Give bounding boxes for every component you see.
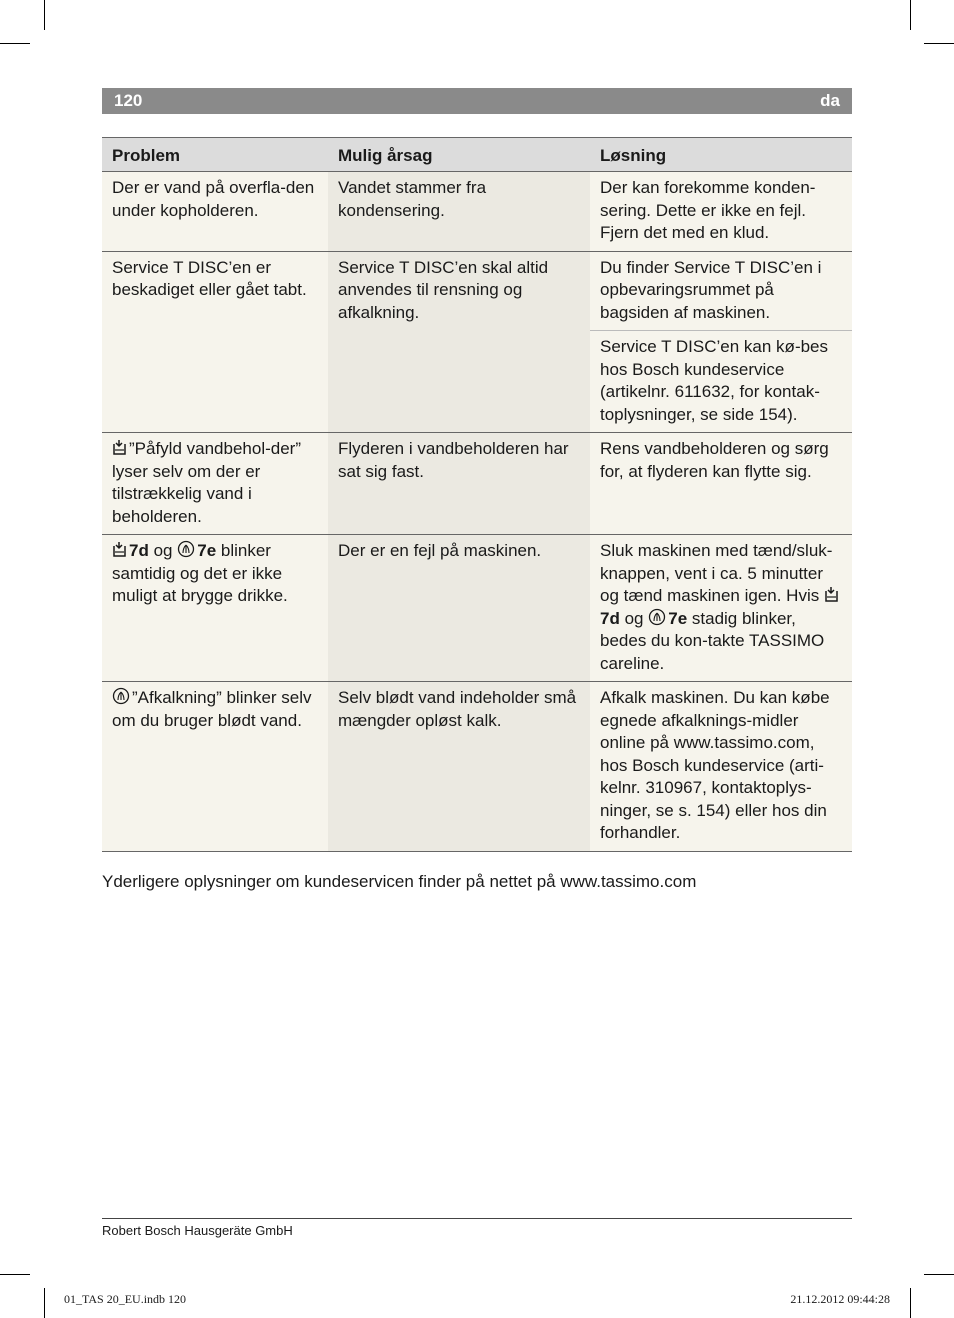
problem-cell [102,535,328,681]
solution-text: Rens vandbeholderen og sørg for, at flyderen kan flytte sig. [600,439,829,481]
problem-text: ”Afkalkning” blinker selv om du bruger blødt vand. [112,688,312,730]
language-code: da [820,91,840,110]
indicator-code: 7d [600,608,620,628]
crop-mark [910,0,911,30]
troubleshooting-table [102,137,852,852]
solution-cell [590,535,852,681]
solution-cell [590,433,852,534]
crop-mark [44,0,45,30]
solution-cell [590,172,852,251]
indicator-code: 7e [668,608,688,628]
cause-cell: Der er en fejl på maskinen. [328,535,590,681]
problem-cell [102,433,328,534]
page-number: 120 [114,91,143,110]
column-header-solution: Løsning [600,146,667,165]
crop-mark [44,1288,45,1318]
water-tank-icon [112,541,127,558]
indicator-code: 7e [197,541,217,560]
solution-text: Du finder Service T DISC’en i opbevaringsrummet på bagsiden af maskinen. [600,257,822,322]
descale-icon [112,687,130,705]
column-header-cause: Mulig årsag [338,146,433,165]
descale-icon [648,608,666,626]
table-row [102,535,852,682]
footer-divider [102,1218,852,1219]
customer-service-note: Yderligere oplysninger om kundeservicen finder på nettet på www.tassimo.com [102,872,697,891]
cause-cell: Service T DISC’en skal altid anvendes til rensning og afkalkning. [328,252,590,433]
cause-cell: Vandet stammer fra kondensering. [328,172,590,251]
problem-cell [102,682,328,851]
table-header [102,138,852,172]
descale-icon [177,540,195,558]
print-slug-date: 21.12.2012 09:44:28 [790,1292,890,1306]
page-header [102,88,852,114]
solution-text [590,535,852,681]
company-name: Robert Bosch Hausgeräte GmbH [102,1223,293,1238]
solution-text: Der kan forekomme konden-sering. Dette er ikke en fejl. Fjern det med en klud. [600,178,816,242]
problem-cell: Service T DISC’en er beskadiget eller gået tabt. [102,252,328,433]
solution-cell [590,682,852,851]
water-tank-icon [112,439,127,456]
crop-mark [924,1274,954,1275]
problem-text: blinker samtidig og det er ikke muligt at brygge drikke. [112,541,288,605]
solution-text: Service T DISC’en kan kø-bes hos Bosch kundeservice (artikelnr. 611632, for kontak-toplysninger, se side 154). [590,330,852,432]
table-row [102,252,852,434]
water-tank-icon [824,586,839,603]
crop-mark [0,43,30,44]
solution-text-part: stadig blinker, bedes du kon-takte TASSIMO careline. [600,608,825,673]
solution-text-part: Sluk maskinen med tænd/sluk-knappen, vent i ca. 5 minutter og tænd maskinen igen. Hvis [600,541,833,605]
table-row [102,172,852,252]
table-row [102,433,852,535]
crop-mark [924,43,954,44]
problem-text: ”Påfyld vandbehol-der” lyser selv om der er tilstrækkelig vand i beholderen. [112,439,301,526]
problem-cell: Der er vand på overfla-den under kopholderen. [102,172,328,251]
print-slug-file: 01_TAS 20_EU.indb 120 [64,1292,187,1306]
conjunction: og [153,541,173,560]
crop-mark [0,1274,30,1275]
table-row [102,682,852,852]
conjunction: og [624,608,644,628]
solution-cell [590,252,852,433]
crop-mark [910,1288,911,1318]
indicator-code: 7d [129,541,149,560]
solution-text: Afkalk maskinen. Du kan købe egnede afkalknings-midler online på www.tassimo.com, hos Bosch kundeservice (arti-kelnr. 310967, kontaktoplys-ninger, se s. 154) eller hos din forhandler. [600,688,830,842]
cause-cell: Selv blødt vand indeholder små mængder opløst kalk. [328,682,590,851]
column-header-problem: Problem [112,146,181,165]
cause-cell: Flyderen i vandbeholderen har sat sig fast. [328,433,590,534]
